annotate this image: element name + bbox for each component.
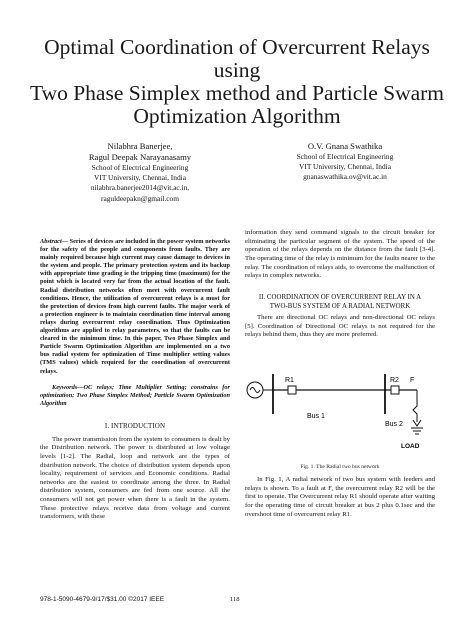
author-block-left (40, 141, 240, 204)
keywords-text: OC relays; Time Multiplier Setting; constrains for optimization; Two Phase Simplex Method; Particle Swarm Optimization Algorithm (40, 383, 230, 407)
right-column-top (245, 229, 435, 340)
title-line: Optimal Coordination of Overcurrent Relays using (44, 35, 430, 82)
title-line: Optimization Algorithm (133, 104, 341, 128)
author-affiliation: School of Electrical Engineering (91, 163, 189, 172)
introduction-text: The power transmission from the system to consumers is dealt by the Distribution network. The power is distributed at low voltage levels [1-2]. The Radial, loop and network are the types of distribution network. The choice of distribution system depends upon locality, requirement of services and Economic conditions. Radial networks are the easiest to coordinate among the three. In Radial distribution system, consumers are fed from one source. All the consumers will not get power when there is a fault in the system. These protective relays receive data from voltage and current transformers, with these (40, 435, 230, 521)
fault-arrow-icon (413, 390, 417, 422)
paper-title (20, 36, 454, 128)
keywords (40, 384, 230, 408)
section-heading-coordination (245, 294, 435, 311)
coordination-text: There are directional OC relays and non-directional OC relays [5]. Coordination of Directional OC relays is not required for the relays behind them, thus they are more preferred. (245, 314, 435, 339)
heading-line: TWO-BUS SYSTEM OF A RADIAL NETWORK (269, 302, 411, 310)
bus1-label: Bus 1 (307, 413, 325, 420)
radial-two-bus-diagram (245, 370, 435, 455)
author-affiliation: VIT University, Chennai, India (299, 162, 391, 172)
author-affiliation: VIT University, Chennai, India (94, 173, 186, 183)
relay-r2-label: R2 (390, 377, 399, 384)
footer-isbn: 978-1-5090-4679-9/17/$31.00 ©2017 IEEE (40, 596, 165, 603)
title-line: Two Phase Simplex method and Particle Swarm (29, 81, 445, 105)
figure-description: In Fig. 1, A radial network of two bus system with feeders and relays is shown. To a fault at F, the overcurrent relay R2 will be the first to operate. The Overcurrent relay R1 should operate after waiting for the operating time of circuit breaker at bus 2 plus 0.1sec and the overshoot time of overcurrent relay R1. (245, 476, 435, 518)
right-column-bottom (245, 476, 435, 519)
author-affiliation: School of Electrical Engineering (296, 152, 394, 161)
author-name: Ragul Deepak Narayanasamy (88, 152, 192, 162)
author-email[interactable]: gnanaswathika.ov@vit.ac.in (303, 172, 387, 182)
load-label: LOAD (401, 443, 420, 450)
keywords-lead: Keywords— (52, 383, 84, 391)
figure-caption: Fig. 1. The Radial two bus network (300, 464, 380, 470)
relay-r2-breaker (391, 386, 399, 394)
page-number: 118 (230, 596, 240, 603)
author-name: O.V. Gnana Swathika (307, 141, 383, 151)
relay-r1-breaker (288, 386, 296, 394)
abstract-lead: Abstract— (40, 238, 68, 245)
abstract-text: Series of devices are included in the power system networks for the safety of the people and components from faults. They are mainly required because high current may cause damage to devices in the system and people. The primary protection system and its backup with appropriate time grading ie the tripping time (maximum) for the point which is located very far from the actual location of the fault. Radial distribution networks often meet with overcurrent fault conditions. Hence, the utilization of overcurrent relays is a must for the protection of devices from high current faults. The major work of a protection engineer is to maintain coordination time interval among relays during overcurrent relay coordination. Thus Optimization algorithms are applied to relay parameters, so that the faults can be cleared in the minimum time. In this paper, Two Phase Simplex and Particle Swarm Optimization Algorithm are implemented on a two bus radial system for optimization of Time multiplier setting values (TMS values) which required for the coordination of overcurrent relays. (40, 238, 230, 375)
relay-r1-label: R1 (285, 377, 294, 384)
fault-label: F (410, 377, 415, 384)
author-name: Nilabhra Banerjee, (107, 141, 173, 151)
section-heading-introduction: I. INTRODUCTION (104, 421, 166, 430)
source-wave (250, 388, 260, 393)
left-column (40, 238, 230, 522)
bus2-label: Bus 2 (385, 421, 403, 428)
abstract (40, 238, 230, 376)
author-block-right (245, 141, 445, 183)
author-email[interactable]: nilabhra.banerjee2014@vit.ac.in, (90, 183, 190, 193)
heading-line: II. COORDINATION OF OVERCURRENT RELAY IN A (258, 293, 422, 301)
author-email[interactable]: raguldeepakn@gmail.com (100, 193, 180, 203)
continued-text: information they send command signals to the circuit breaker for eliminating the particular segment of the system. The speed of the operation of the relays depends on the distance from the fault [3-4]. The operating time of the relay is minimum for the faults nearer to the relay. The coordination of relays aids, to overcome the malfunction of relays in complex networks. (245, 229, 435, 280)
